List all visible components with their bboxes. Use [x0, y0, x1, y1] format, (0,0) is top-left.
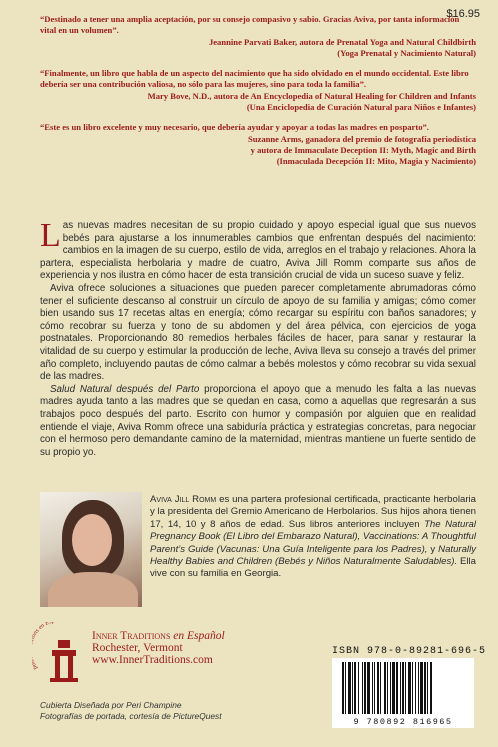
isbn-label: ISBN 978-0-89281-696-5 [332, 646, 487, 657]
publisher-name-line [92, 630, 225, 642]
quote-text: “Finalmente, un libro que habla de un aspecto del nacimiento que ha sido olvidado en el mundo occidental. Este libro debería ser una contribución valiosa, no sólo para las mujeres, sino para toda la familia”. [40, 68, 469, 89]
barcode-bar [380, 662, 381, 714]
bio-text: es una partera profesional certificada, practicante herbolaria y la presidenta del Gremio Americano de Herbolarios. Sus hijos ahora tienen 17, 14, 10 y 8 años de edad. Sus libros anteriores incluyen [150, 494, 476, 530]
barcode-bar [427, 662, 428, 714]
barcode-bars [332, 658, 474, 718]
barcode-bar [405, 662, 406, 714]
barcode-bar [358, 662, 359, 714]
quote-attribution: Mary Bove, N.D., autora de An Encyclopedia of Natural Healing for Children and Infants [147, 91, 476, 101]
bio-books: Naturally Healthy Babies and Children (Bebés y Niños Naturalmente Saludables). [150, 543, 476, 568]
drop-cap: L [40, 217, 61, 254]
barcode-bar [367, 662, 370, 714]
barcode-bar [377, 662, 379, 714]
description-paragraph [40, 384, 476, 460]
barcode-bar [418, 662, 419, 714]
credit-line: Fotografías de portada, cortesía de PictureQuest [40, 710, 222, 721]
quote-text: “Destinado a tener una amplia aceptación, por su consejo compasivo y sabio. Gracias Aviva, por tanta información vital en un volumen”. [40, 14, 460, 35]
barcode-bar [372, 662, 373, 714]
publisher-name: Inner Traditions [92, 630, 171, 642]
author-bio [150, 494, 476, 581]
barcode-bar [415, 662, 416, 714]
barcode-bar [345, 662, 346, 714]
book-description [40, 217, 476, 459]
price-tag: $16.95 [446, 8, 480, 20]
barcode-bar [420, 662, 423, 714]
barcode-bar [348, 662, 351, 714]
barcode-bar [362, 662, 363, 714]
quote-attribution: y autora de Immaculate Deception II: Myth, Magic and Birth [250, 145, 476, 155]
barcode-bar [412, 662, 413, 714]
endorsement-quote [40, 122, 476, 167]
quote-text: “Este es un libro excelente y muy necesario, que debería ayudar y apoyar a todas las madres en posparto”. [40, 122, 429, 132]
barcode-bar [402, 662, 404, 714]
barcode-bar [364, 662, 366, 714]
publisher-logo-icon [32, 622, 88, 688]
quote-attribution: (Inmaculada Decepción II: Mito, Magia y Nacimiento) [276, 156, 476, 166]
publisher-logo [32, 622, 88, 688]
barcode-bar [390, 662, 391, 714]
paragraph-text: proporciona el apoyo que a menudo les falta a las nuevas madres ayuda tanto a las madres que se quedan en casa, como a aquellas que regresarán a sus trabajos poco después del parto. Escrito con humor y compasión por alguien que en realidad entiende el viaje, Aviva Romm ofrece una sabiduría práctica y estrategias concretas, para negociar con el hermoso pero demandante camino de la maternidad, mientras mantiene un fuerte sentido de su propio yo. [40, 383, 476, 458]
description-paragraph: Aviva ofrece soluciones a situaciones que pueden parecer completamente abrumadoras cómo tener el suficiente descanso al construir un círculo de apoyo de su familia y amigas; cómo comer bien usando sus 17 recetas altas en energía; cómo recargar su espíritu con baños sanadores; y cómo recobrar su fuerza y tono de su abdomen y del área pélvica, con ejercicios de yoga postnatales. Proporcionando 80 remedios herbales fáciles de hacer, para sanar y restaurar la vitalidad de su cuerpo y estimular la producción de leche, Aviva lleva su consejo a través del primer año completo, incluyendo pautas de cómo calmar a bebés molestos y cómo recobrar su vida sexual de las madres. [40, 282, 476, 383]
cover-credits [40, 700, 222, 721]
book-title: Salud Natural después del Parto [50, 383, 200, 395]
author-name: Aviva Jill Romm [150, 494, 217, 505]
barcode-bar [424, 662, 426, 714]
barcode-bar [352, 662, 353, 714]
paragraph-text: as nuevas madres necesitan de su propio cuidado y apoyo especial igual que sus nuevos bebés para ajustarse a los innumerables cambios que enfrentan después del nacimiento: cambios en la imagen de su cuerpo, estilo de vida, arreglos en el trabajo y relaciones. Ahora la partera, especialista herbolaria y madre de cuatro, Aviva Jill Romm comparte sus años de experiencia y nos ilustra en cómo hacer de esta transición crucial de vida un suceso suave y feliz. [40, 220, 476, 282]
publisher-info [92, 630, 225, 666]
barcode-bar [392, 662, 395, 714]
bio-text: Ella vive con su familia en Georgia. [150, 556, 476, 580]
barcode-bar [387, 662, 388, 714]
description-paragraph [40, 217, 476, 283]
barcode-bar [342, 662, 344, 714]
barcode-bar [374, 662, 375, 714]
barcode-bar [396, 662, 398, 714]
quote-attribution: Jeannine Parvati Baker, autora de Prenatal Yoga and Natural Childbirth [208, 37, 476, 47]
bio-books: The Natural Pregnancy Book (El Libro del Embarazo Natural), Vaccinations: A Thoughtful Parent’s Guide (Vacunas: Una Guía Inteligente para los Padres), [150, 518, 477, 555]
bio-text: y [427, 543, 439, 555]
barcode [332, 658, 474, 728]
publisher-suffix: en Español [170, 630, 225, 642]
barcode-bar [384, 662, 386, 714]
barcode-bar [354, 662, 356, 714]
barcode-bar [430, 662, 432, 714]
author-photo [40, 492, 142, 607]
endorsement-quote [40, 14, 476, 59]
credit-line: Cubierta Diseñada por Peri Champine [40, 700, 182, 710]
publisher-url: www.InnerTraditions.com [92, 654, 213, 666]
barcode-bar [400, 662, 401, 714]
barcode-bar [408, 662, 411, 714]
barcode-number: 9 780892 816965 [353, 717, 453, 727]
quote-attribution: Suzanne Arms, ganadora del premio de fotografía periodística [247, 134, 476, 144]
quote-attribution: (Yoga Prenatal y Nacimiento Natural) [337, 48, 476, 58]
quote-attribution: (Una Enciclopedia de Curación Natural para Niños e Infantes) [246, 102, 476, 112]
logo-text: I ns en E [32, 622, 51, 672]
endorsements [40, 14, 476, 176]
endorsement-quote [40, 68, 476, 113]
publisher-city: Rochester, Vermont [92, 642, 183, 654]
